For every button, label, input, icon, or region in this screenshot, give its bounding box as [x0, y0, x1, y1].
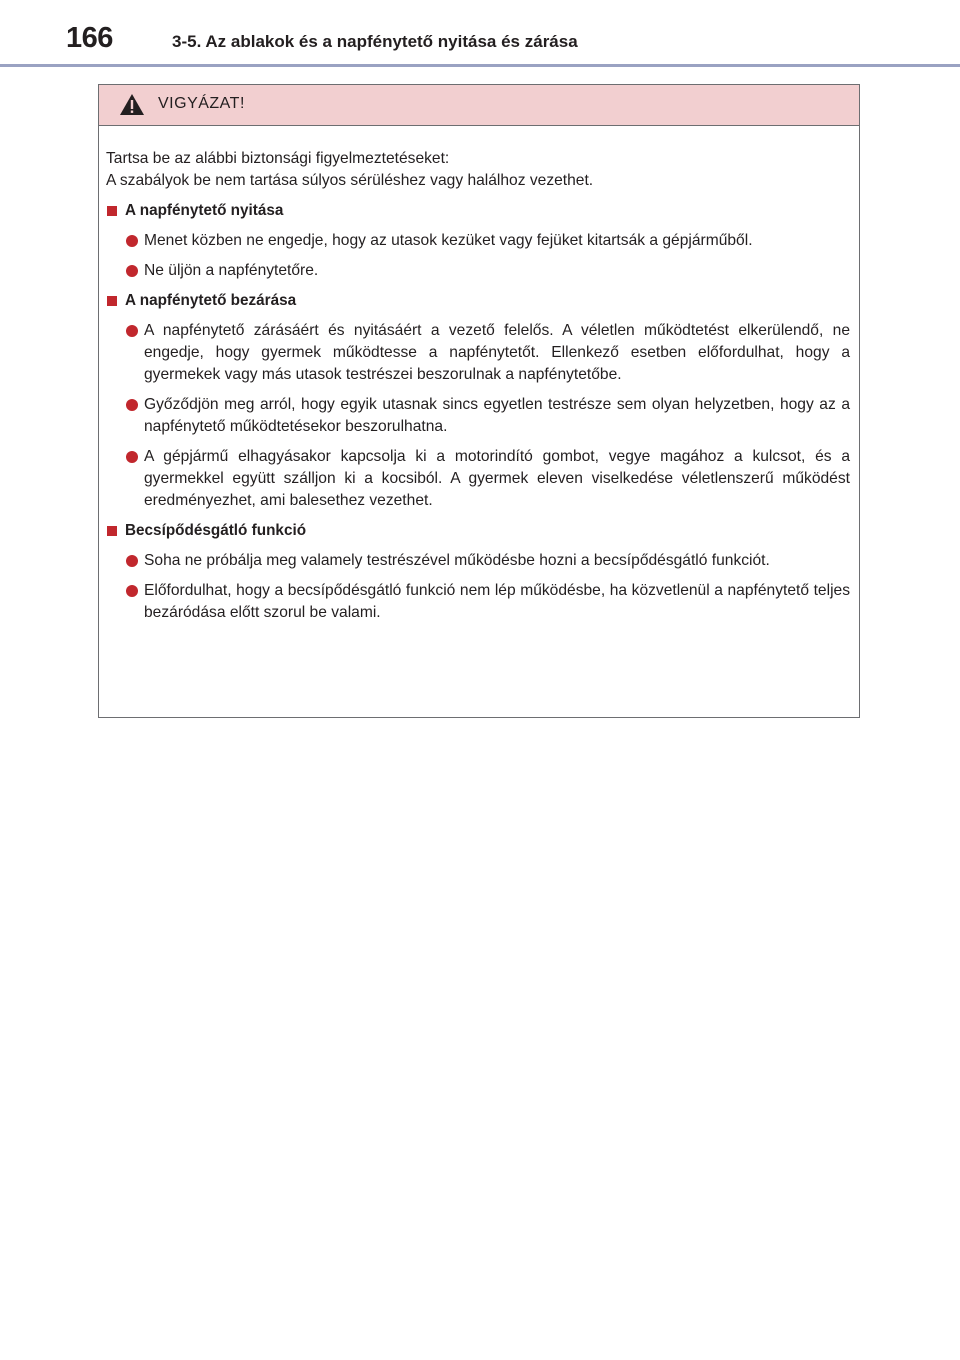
intro-line: Tartsa be az alábbi biztonsági figyelmeztetéseket:	[106, 150, 450, 167]
bullet-item	[106, 230, 850, 252]
bullet-text: A gépjármű elhagyásakor kapcsolja ki a motorindító gombot, vegye magához a kulcsot, és a gyermekkel együtt szálljon ki a kocsiból. A gyermek eleven viselkedése véletlenszerű működést eredményezhet, ami balesethez vezethet.	[144, 448, 850, 509]
bullet-item	[106, 260, 850, 282]
page-header	[0, 0, 960, 70]
bullet-text: Ne üljön a napfénytetőre.	[144, 262, 319, 279]
chapter-title: 3-5. Az ablakok és a napfénytető nyitása és zárása	[172, 32, 578, 51]
bullet-item	[106, 446, 850, 512]
square-bullet-icon	[107, 526, 117, 536]
caution-header	[99, 85, 859, 126]
section-heading-text: A napfénytető bezárása	[125, 292, 297, 309]
bullet-text: Győződjön meg arról, hogy egyik utasnak sincs egyetlen testrésze sem olyan helyzetben, hogy az a napfénytető működtetésekor beszorulhatna.	[144, 396, 850, 435]
header-rule	[0, 64, 960, 67]
section-heading	[106, 290, 850, 312]
dot-bullet-icon	[126, 399, 138, 411]
dot-bullet-icon	[126, 555, 138, 567]
page-number: 166	[66, 22, 113, 54]
dot-bullet-icon	[126, 451, 138, 463]
section-heading-text: Becsípődésgátló funkció	[125, 522, 307, 539]
dot-bullet-icon	[126, 265, 138, 277]
dot-bullet-icon	[126, 325, 138, 337]
section-heading-text: A napfénytető nyitása	[125, 202, 284, 219]
bullet-text: Előfordulhat, hogy a becsípődésgátló funkció nem lép működésbe, ha közvetlenül a napfénytető teljes bezáródása előtt szorul be valami.	[144, 582, 850, 621]
bullet-item	[106, 550, 850, 572]
dot-bullet-icon	[126, 585, 138, 597]
bullet-text: Menet közben ne engedje, hogy az utasok kezüket vagy fejüket kitartsák a gépjárműből.	[144, 232, 753, 249]
intro-line: A szabályok be nem tartása súlyos sérüléshez vagy halálhoz vezethet.	[106, 172, 594, 189]
square-bullet-icon	[107, 206, 117, 216]
dot-bullet-icon	[126, 235, 138, 247]
caution-body	[99, 126, 859, 624]
caution-title: VIGYÁZAT!	[158, 95, 245, 112]
bullet-text: A napfénytető zárásáért és nyitásáért a vezető felelős. A véletlen működtetést elkerülendő, ne engedje, hogy gyermek működtesse a napfénytetőt. Ellenkező esetben előfordulhat, hogy a gyermekek vagy más utasok testrészei beszorulnak a napfénytetőbe.	[144, 322, 850, 383]
warning-triangle-icon	[119, 93, 145, 116]
bullet-item	[106, 320, 850, 386]
bullet-item	[106, 394, 850, 438]
square-bullet-icon	[107, 296, 117, 306]
bullet-text: Soha ne próbálja meg valamely testrészével működésbe hozni a becsípődésgátló funkciót.	[144, 552, 770, 569]
section-heading	[106, 200, 850, 222]
bullet-item	[106, 580, 850, 624]
section-heading	[106, 520, 850, 542]
caution-box	[98, 84, 860, 718]
